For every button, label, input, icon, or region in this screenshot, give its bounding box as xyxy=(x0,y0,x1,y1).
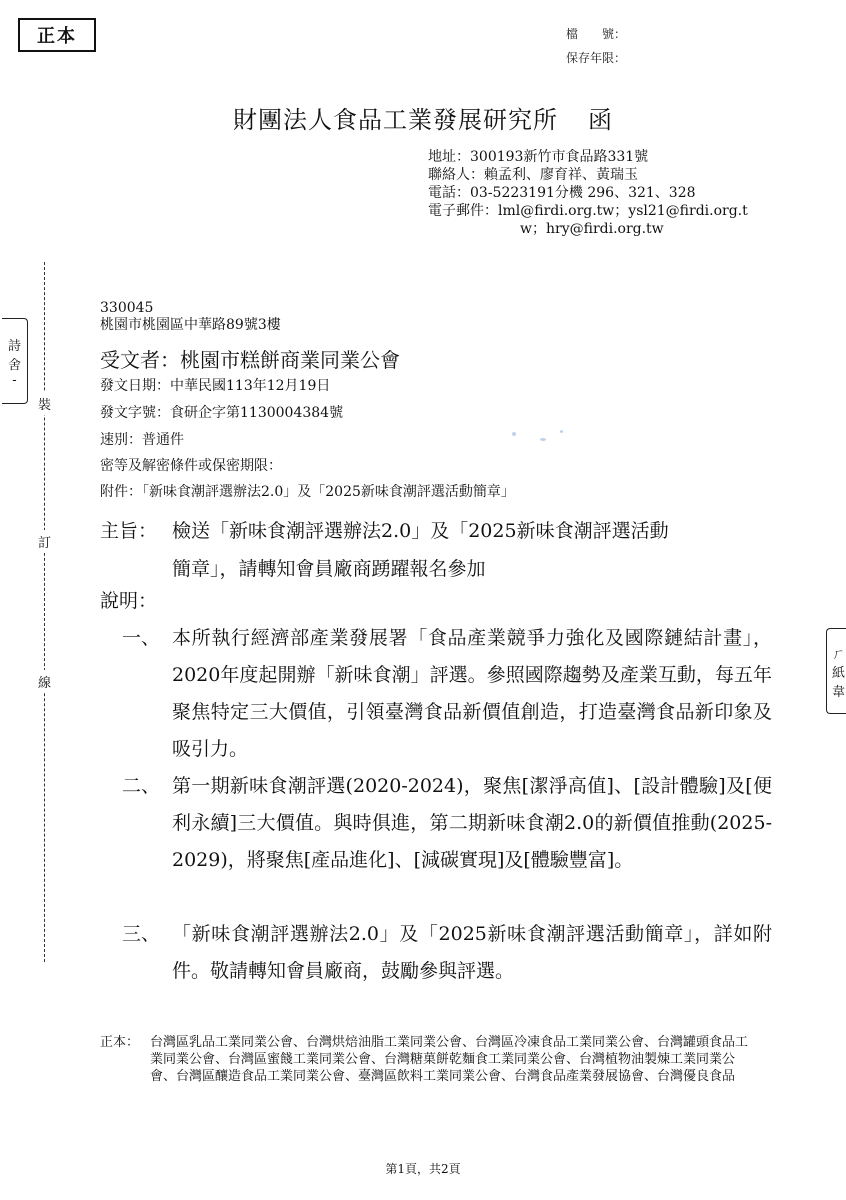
scan-speck xyxy=(512,432,516,436)
page-indicator: 第1頁，共2頁 xyxy=(385,1162,461,1176)
sender-info xyxy=(428,148,748,238)
issue-date: 發文日期：中華民國113年12月19日 xyxy=(100,378,331,394)
subject-line-2: 簡章」，請轉知會員廠商踴躍報名參加 xyxy=(172,558,486,580)
subject-label: 主旨： xyxy=(100,520,158,542)
recipient-postal xyxy=(100,300,281,334)
explanation-item-3 xyxy=(122,916,772,990)
doc-type: 函 xyxy=(588,106,613,134)
binding-char-ding: 訂 xyxy=(38,530,51,553)
sender-phone: 電話：03-5223191分機 296、321、328 xyxy=(428,185,696,201)
secrecy-level: 密等及解密條件或保密期限： xyxy=(100,458,282,474)
scan-speck xyxy=(560,430,563,433)
original-recipients xyxy=(100,1034,760,1085)
item-number: 三、 xyxy=(122,923,161,945)
item-text: 本所執行經濟部產業發展署「食品產業競爭力強化及國際鏈結計畫」，2020年度起開辦「新味食潮」評選。參照國際趨勢及產業互動，每五年聚焦特定三大價值，引領臺灣食品新價值創造，打造臺灣食品新印象及吸引力。 xyxy=(172,627,772,760)
org-name: 財團法人食品工業發展研究所 xyxy=(233,106,558,134)
document-title xyxy=(0,100,846,135)
recipient-label: 受文者：桃園市糕餅商業同業公會 xyxy=(100,348,400,372)
subject-section xyxy=(100,512,780,588)
sender-email: 電子郵件：lml@firdi.org.tw；ysl21@firdi.org.t xyxy=(428,203,748,219)
binding-char-zhuang: 裝 xyxy=(38,392,51,415)
cc-list: 台灣區乳品工業同業公會、台灣烘焙油脂工業同業公會、台灣區冷凍食品工業同業公會、台灣罐頭食品工業同業公會、台灣區蜜餞工業同業公會、台灣糖菓餅乾麵食工業同業公會、台灣植物油製煉工業同業公會、台灣區釀造食品工業同業公會、臺灣區飲料工業同業公會、台灣食品產業發展協會、台灣優良食品 xyxy=(150,1035,749,1084)
item-number: 一、 xyxy=(122,627,161,649)
cc-label: 正本： xyxy=(100,1035,140,1050)
file-number-label: 檔 號： xyxy=(566,27,627,41)
issue-number: 發文字號：食研企字第1130004384號 xyxy=(100,405,344,421)
attachment-line: 附件：「新味食潮評選辦法2.0」及「2025新味食潮評選活動簡章」 xyxy=(100,484,515,500)
original-copy-stamp: 正本 xyxy=(18,18,96,52)
left-margin-tab: 詩 舍 - xyxy=(2,318,28,404)
binding-char-xian: 線 xyxy=(38,670,51,693)
item-text: 「新味食潮評選辦法2.0」及「2025新味食潮評選活動簡章」，詳如附件。敬請轉知會員廠商，鼓勵參與評選。 xyxy=(172,923,772,982)
binding-line xyxy=(44,262,45,962)
sender-contacts: 聯絡人：賴孟利、廖育祥、黃瑞玉 xyxy=(428,167,638,183)
right-margin-tab: ㄏ 紙 韋 xyxy=(826,628,846,714)
subject-line-1: 檢送「新味食潮評選辦法2.0」及「2025新味食潮評選活動 xyxy=(172,520,669,542)
speed-class: 速別：普通件 xyxy=(100,432,184,448)
recipient-postcode: 330045 xyxy=(100,300,154,316)
recipient-address: 桃園市桃園區中華路89號3樓 xyxy=(100,317,281,333)
scan-speck xyxy=(540,438,546,441)
item-text: 第一期新味食潮評選(2020-2024)，聚焦[潔淨高值]、[設計體驗]及[便利永續]三大價值。與時俱進，第二期新味食潮2.0的新價值推動(2025-2029)，將聚焦[產品進化]、[減碳實現]及[體驗豐富]。 xyxy=(172,775,772,871)
explanation-item-2 xyxy=(122,768,772,879)
explanation-item-1 xyxy=(122,620,772,768)
item-number: 二、 xyxy=(122,775,161,797)
retention-period-label: 保存年限： xyxy=(566,51,627,65)
explanation-label: 說明： xyxy=(100,590,158,612)
sender-address: 地址：300193新竹市食品路331號 xyxy=(428,149,649,165)
sender-email-cont: w；hry@firdi.org.tw xyxy=(520,221,664,237)
